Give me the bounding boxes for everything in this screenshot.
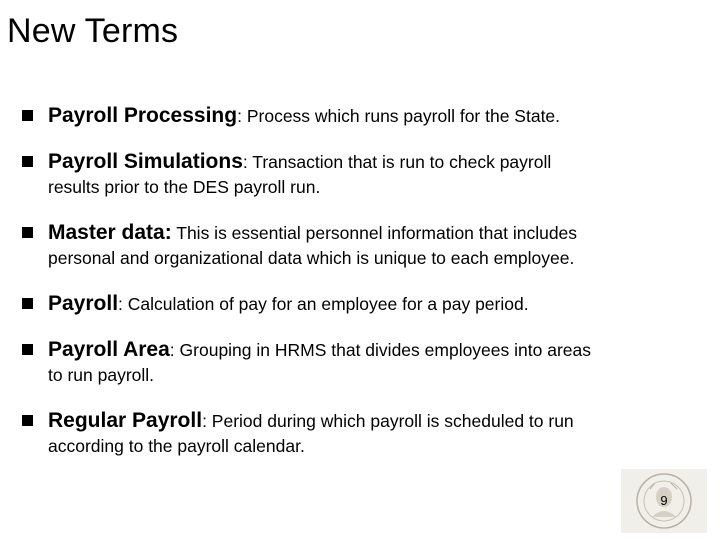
term-item-payroll-simulations xyxy=(22,150,702,199)
term-label: Master data xyxy=(48,221,165,244)
page-number: 9 xyxy=(660,493,668,508)
term-label: Payroll Area xyxy=(48,338,170,361)
term-label: Payroll Processing xyxy=(48,104,238,127)
term-definition-continued: results prior to the DES payroll run. xyxy=(48,177,321,197)
term-label: Payroll Simulations xyxy=(48,150,243,173)
term-item-payroll-area xyxy=(22,338,702,387)
term-item-master-data xyxy=(22,221,702,270)
term-separator: : xyxy=(118,294,123,314)
term-separator: : xyxy=(164,221,172,244)
square-bullet-icon xyxy=(22,298,33,309)
slide-title: New Terms xyxy=(7,12,179,50)
square-bullet-icon xyxy=(22,156,33,167)
term-definition: Transaction that is run to check payroll xyxy=(247,152,552,172)
term-item-regular-payroll xyxy=(22,409,702,458)
square-bullet-icon xyxy=(22,415,33,426)
term-item-payroll xyxy=(22,292,702,316)
term-separator: : xyxy=(202,411,207,431)
term-definition-continued: personal and organizational data which is unique to each employee. xyxy=(48,248,575,268)
term-definition: Period during which payroll is scheduled to run xyxy=(206,411,574,431)
term-separator: : xyxy=(242,152,248,172)
term-definition: Calculation of pay for an employee for a pay period. xyxy=(122,294,529,314)
title-divider xyxy=(0,68,720,69)
term-separator: : xyxy=(237,106,242,126)
term-definition-continued: to run payroll. xyxy=(48,365,155,385)
square-bullet-icon xyxy=(22,227,33,238)
term-label: Regular Payroll xyxy=(48,409,203,432)
term-item-payroll-processing xyxy=(22,104,702,128)
square-bullet-icon xyxy=(22,344,33,355)
term-definition: Process which runs payroll for the State. xyxy=(241,106,561,126)
state-seal-logo xyxy=(621,469,707,533)
term-label: Payroll xyxy=(48,292,119,315)
terms-list xyxy=(22,104,702,480)
term-definition-continued: according to the payroll calendar. xyxy=(48,436,305,456)
term-definition: Grouping in HRMS that divides employees into areas xyxy=(174,340,591,360)
term-separator: : xyxy=(169,340,175,360)
term-definition: This is essential personnel information that includes xyxy=(171,223,578,243)
square-bullet-icon xyxy=(22,110,33,121)
